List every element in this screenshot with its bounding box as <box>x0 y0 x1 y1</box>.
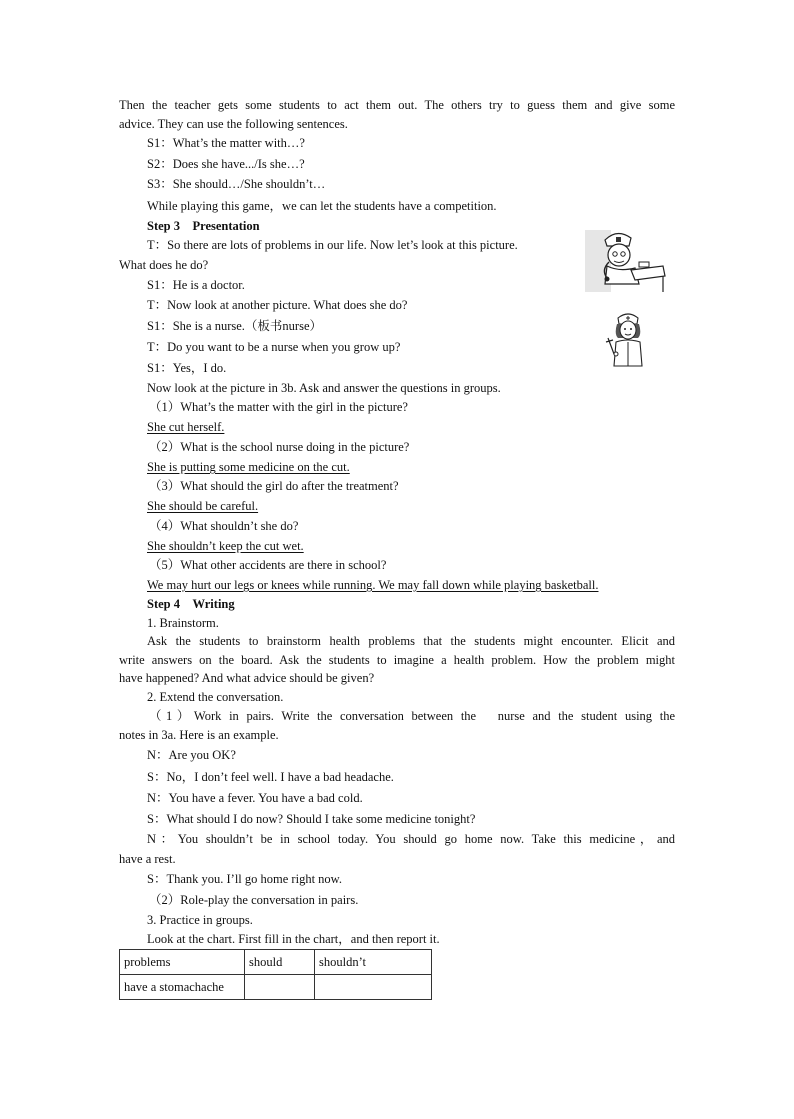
sentence-s1: S1：What’s the matter with…? <box>147 136 305 150</box>
sentence-s2: S2：Does she have.../Is she…? <box>147 157 305 171</box>
step3-heading: Step 3 Presentation <box>147 219 260 233</box>
paragraph-line: Then the teacher gets some students to act them out. The others try to guess them and give some <box>119 98 675 112</box>
table-row <box>120 975 432 1000</box>
nurse-illustration <box>604 308 652 368</box>
answer-2: She is putting some medicine on the cut. <box>147 460 350 474</box>
dialogue-nurse: N：You shouldn’t be in school today. You should go home now. Take this medicine，and <box>147 832 675 846</box>
table-header-cell: should <box>245 950 315 975</box>
teacher-line: T：So there are lots of problems in our life. Now let’s look at this picture. <box>147 238 518 252</box>
dialogue-student: S：Thank you. I’ll go home right now. <box>147 872 343 886</box>
doctor-illustration <box>583 226 669 294</box>
paragraph-line: notes in 3a. Here is an example. <box>119 728 279 742</box>
paragraph-line: （2）Role-play the conversation in pairs. <box>149 893 359 907</box>
paragraph-line: Now look at the picture in 3b. Ask and answer the questions in groups. <box>147 381 501 395</box>
problems-chart <box>119 949 432 1000</box>
paragraph-line: advice. They can use the following sentences. <box>119 117 348 131</box>
step4-heading: Step 4 Writing <box>147 597 235 611</box>
paragraph-line: 2. Extend the conversation. <box>147 690 284 704</box>
paragraph-line: have happened? And what advice should be given? <box>119 671 375 685</box>
table-cell <box>315 975 432 1000</box>
answer-3: She should be careful. <box>147 499 259 513</box>
student-line: S1：Yes，I do. <box>147 361 227 375</box>
table-header-cell: shouldn’t <box>315 950 432 975</box>
answer-5: We may hurt our legs or knees while running. We may fall down while playing basketball. <box>147 578 599 592</box>
paragraph-line: Look at the chart. First fill in the chart，and then report it. <box>147 932 440 946</box>
student-line: S1：She is a nurse.（板书nurse） <box>147 319 322 333</box>
teacher-line: T：Do you want to be a nurse when you grow up? <box>147 340 401 354</box>
dialogue-student: S：No，I don’t feel well. I have a bad headache. <box>147 770 394 784</box>
answer-1: She cut herself. <box>147 420 225 434</box>
teacher-line: What does he do? <box>119 258 209 272</box>
table-header-cell: problems <box>120 950 245 975</box>
paragraph-line: 1. Brainstorm. <box>147 616 219 630</box>
paragraph-line: Ask the students to brainstorm health problems that the students might encounter. Elicit and <box>147 634 675 648</box>
paragraph-line: （1）Work in pairs. Write the conversation between the nurse and the student using the <box>149 709 675 723</box>
table-cell <box>245 975 315 1000</box>
question-4: （4）What shouldn’t she do? <box>149 519 299 533</box>
question-3: （3）What should the girl do after the treatment? <box>149 479 399 493</box>
paragraph-line: While playing this game，we can let the students have a competition. <box>147 199 497 213</box>
dialogue-student: S：What should I do now? Should I take some medicine tonight? <box>147 812 476 826</box>
paragraph-line: 3. Practice in groups. <box>147 913 253 927</box>
question-2: （2）What is the school nurse doing in the picture? <box>149 440 410 454</box>
student-line: S1：He is a doctor. <box>147 278 245 292</box>
dialogue-nurse: have a rest. <box>119 852 176 866</box>
question-1: （1）What’s the matter with the girl in the picture? <box>149 400 408 414</box>
table-row <box>120 950 432 975</box>
question-5: （5）What other accidents are there in school? <box>149 558 387 572</box>
answer-4: She shouldn’t keep the cut wet. <box>147 539 304 553</box>
sentence-s3: S3：She should…/She shouldn’t… <box>147 177 326 191</box>
table-cell: have a stomachache <box>120 975 245 1000</box>
dialogue-nurse: N：Are you OK? <box>147 748 236 762</box>
teacher-line: T：Now look at another picture. What does she do? <box>147 298 408 312</box>
dialogue-nurse: N：You have a fever. You have a bad cold. <box>147 791 363 805</box>
paragraph-line: write answers on the board. Ask the students to imagine a health problem. How the problem might <box>119 653 675 667</box>
